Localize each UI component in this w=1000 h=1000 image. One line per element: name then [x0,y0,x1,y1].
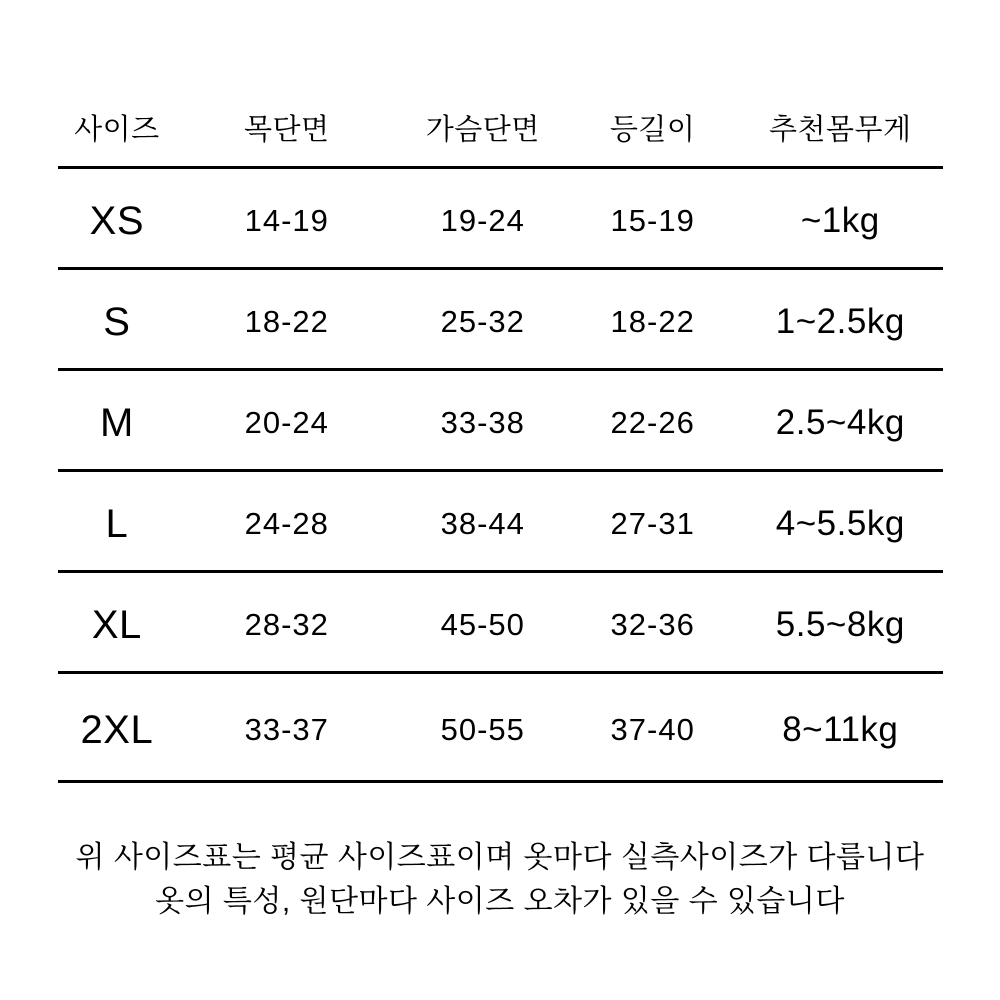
cell-chest: 38-44 [440,506,525,541]
cell-back: 15-19 [610,203,695,238]
cell-neck: 33-37 [244,712,329,747]
cell-weight: 8~11kg [782,710,899,749]
cell-size: S [103,299,131,344]
header-cell-chest: 가슴단면 [425,113,540,146]
table-row-xs [58,169,943,270]
cell-neck: 20-24 [244,405,329,440]
cell-back: 27-31 [610,506,695,541]
cell-chest: 50-55 [440,712,525,747]
cell-back: 22-26 [610,405,695,440]
table-row-2xl [58,674,943,783]
cell-chest: 25-32 [440,304,525,339]
footnote-line-1: 위 사이즈표는 평균 사이즈표이며 옷마다 실측사이즈가 다릅니다 [75,841,925,874]
cell-size: M [99,400,134,445]
cell-back: 37-40 [610,712,695,747]
table-footnote [0,836,1000,924]
cell-neck: 28-32 [244,607,329,642]
cell-chest: 33-38 [440,405,525,440]
cell-weight: 5.5~8kg [775,605,905,644]
footnote-line-2: 옷의 특성, 원단마다 사이즈 오차가 있을 수 있습니다 [155,885,845,918]
cell-size: XS [89,198,145,243]
cell-size: 2XL [80,707,154,752]
table-row-l [58,472,943,573]
cell-neck: 14-19 [244,203,329,238]
table-header-row [58,88,943,169]
cell-weight: 1~2.5kg [775,302,905,341]
cell-weight: 2.5~4kg [775,403,905,442]
header-cell-back: 등길이 [609,113,696,146]
cell-chest: 19-24 [440,203,525,238]
header-cell-weight: 추천몸무게 [769,113,912,146]
cell-back: 32-36 [610,607,695,642]
table-row-xl [58,573,943,674]
size-table [58,88,943,783]
cell-neck: 18-22 [244,304,329,339]
cell-weight: 4~5.5kg [775,504,905,543]
header-cell-neck: 목단면 [243,113,330,146]
cell-chest: 45-50 [440,607,525,642]
table-row-m [58,371,943,472]
table-row-s [58,270,943,371]
cell-weight: ~1kg [800,201,880,240]
header-cell-size: 사이즈 [74,113,160,146]
cell-neck: 24-28 [244,506,329,541]
cell-size: L [105,501,129,546]
cell-back: 18-22 [610,304,695,339]
cell-size: XL [91,602,142,647]
